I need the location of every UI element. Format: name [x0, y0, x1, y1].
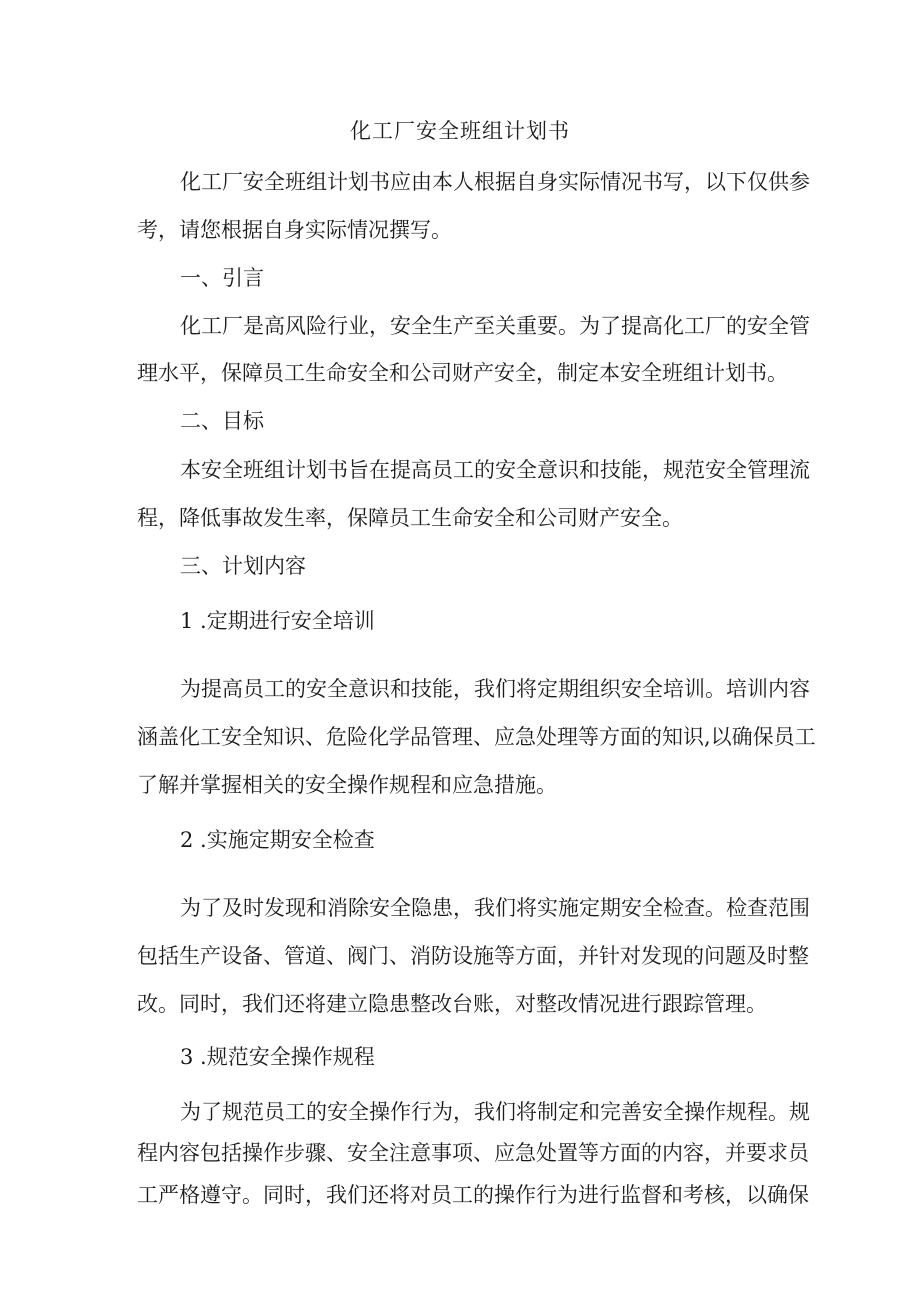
- intro-line-2: 考，请您根据自身实际情况撰写。: [137, 218, 452, 242]
- section1-line-1: 化工厂是高风险行业，安全生产至关重要。为了提高化工厂的安全管: [180, 314, 810, 338]
- section1-line-2: 理水平，保障员工生命安全和公司财产安全，制定本安全班组计划书。: [137, 361, 788, 385]
- item3-line-3: 工严格遵守。同时，我们还将对员工的操作行为进行监督和考核，以确保: [137, 1183, 809, 1207]
- document-title: 化工厂安全班组计划书: [350, 119, 570, 143]
- item2-line-2: 包括生产设备、管道、阀门、消防设施等方面，并针对发现的问题及时整: [137, 944, 809, 968]
- item1-line-3: 了解并掌握相关的安全操作规程和应急措施。: [137, 773, 557, 797]
- section-heading-plan: 三、计划内容: [180, 554, 306, 578]
- item1-line-2: 涵盖化工安全知识、危险化学品管理、应急处理等方面的知识,以确保员工: [137, 725, 816, 749]
- item-heading-inspection: 2 .实施定期安全检查: [180, 828, 375, 852]
- item2-line-1: 为了及时发现和消除安全隐患，我们将实施定期安全检查。检查范围: [180, 896, 810, 920]
- intro-line-1: 化工厂安全班组计划书应由本人根据自身实际情况书写，以下仅供参: [180, 170, 810, 194]
- item3-line-1: 为了规范员工的安全操作行为，我们将制定和完善安全操作规程。规: [180, 1100, 810, 1124]
- section2-line-2: 程，降低事故发生率，保障员工生命安全和公司财产安全。: [137, 506, 683, 530]
- item3-line-2: 程内容包括操作步骤、安全注意事项、应急处置等方面的内容，并要求员: [137, 1141, 809, 1165]
- section2-line-1: 本安全班组计划书旨在提高员工的安全意识和技能，规范安全管理流: [180, 458, 810, 482]
- section-heading-intro: 一、引言: [180, 266, 264, 290]
- item2-line-3: 改。同时，我们还将建立隐患整改台账，对整改情况进行跟踪管理。: [137, 992, 767, 1016]
- item-heading-training: 1 .定期进行安全培训: [180, 609, 375, 633]
- item-heading-procedures: 3 .规范安全操作规程: [180, 1045, 375, 1069]
- item1-line-1: 为提高员工的安全意识和技能，我们将定期组织安全培训。培训内容: [180, 677, 810, 701]
- section-heading-goal: 二、目标: [180, 409, 264, 433]
